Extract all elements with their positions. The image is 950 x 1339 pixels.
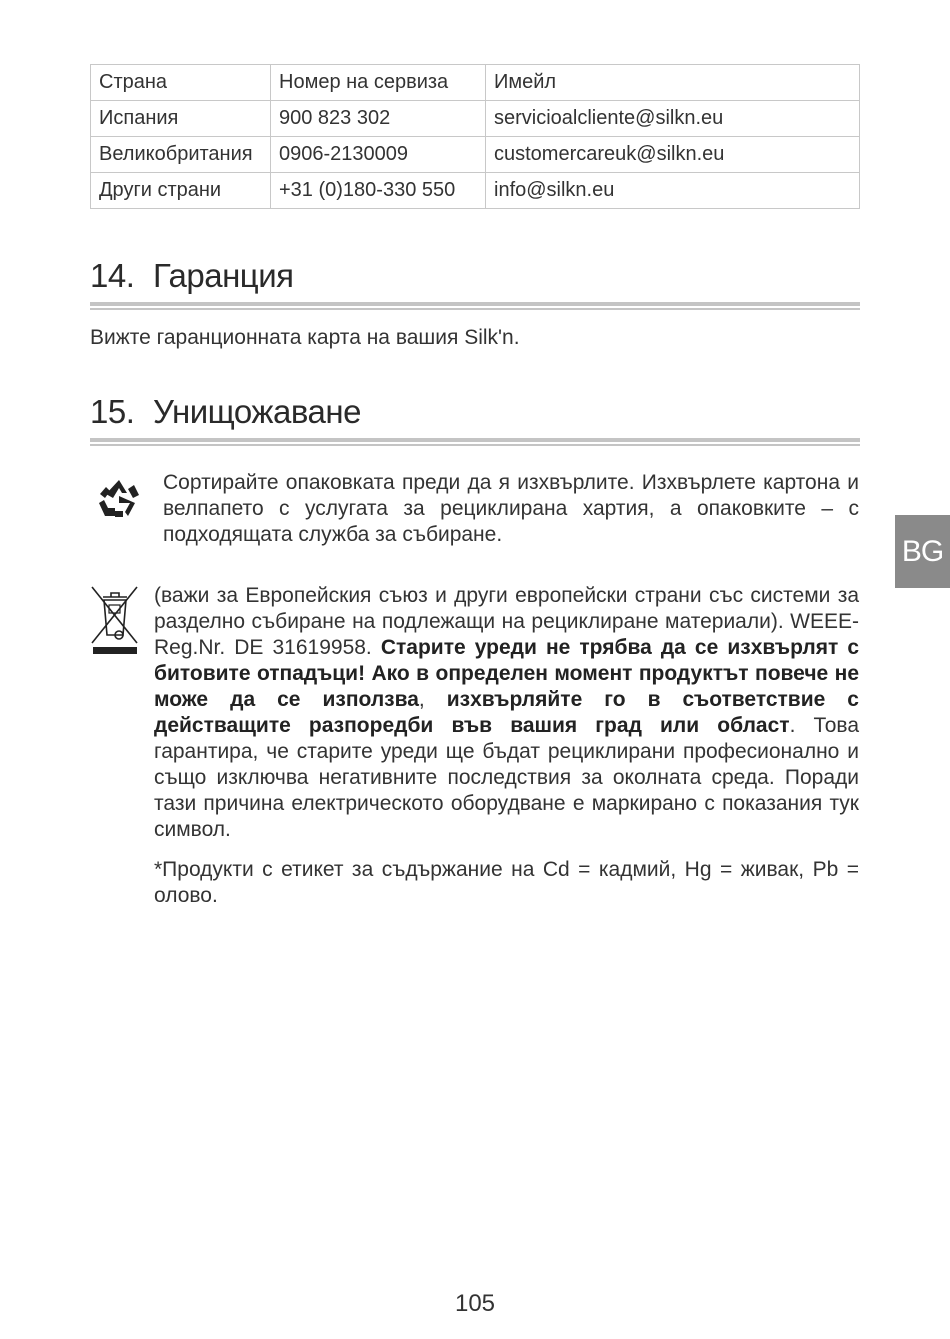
weee-intro: (важи за Европейския съюз и други европейски страни със системи за разделно събиране на подлежащи на рециклиране материали). WEEE-Reg.Nr. DE 31619958. — [154, 584, 859, 659]
weee-instruction-bold: изхвърляйте го в съответствие с действащите разпоредби във вашия град или област — [154, 688, 859, 737]
recycle-icon — [97, 477, 141, 521]
table-header-cell: Номер на сервиза — [271, 65, 486, 101]
weee-warning-bold: Старите уреди не трябва да се изхвърлят с битовите отпадъци! Ако в определен момент продуктът повече не може да се използва — [154, 636, 859, 711]
section-title: Гаранция — [153, 257, 294, 294]
service-contact-table — [90, 64, 860, 209]
table-cell-phone: +31 (0)180-330 550 — [271, 173, 486, 209]
table-row — [91, 173, 860, 209]
table-cell-country: Испания — [91, 101, 271, 137]
section-title: Унищожаване — [153, 393, 361, 430]
section-15-heading — [90, 393, 860, 431]
weee-disposal-text — [154, 583, 859, 843]
weee-explanation: . Това гарантира, че старите уреди ще бъдат рециклирани професионално и също изключва негативните последствия за околната среда. Поради тази причина електрическото оборудване е маркирано с показания тук символ. — [154, 714, 860, 841]
table-cell-phone: 900 823 302 — [271, 101, 486, 137]
table-cell-country: Други страни — [91, 173, 271, 209]
table-cell-phone: 0906-2130009 — [271, 137, 486, 173]
table-cell-country: Великобритания — [91, 137, 271, 173]
section-14-heading — [90, 257, 860, 295]
table-row — [91, 101, 860, 137]
section-number: 15. — [90, 393, 135, 430]
weee-comma: , — [418, 688, 447, 711]
section-number: 14. — [90, 257, 135, 294]
hazardous-substances-footnote: *Продукти с етикет за съдържание на Cd = кадмий, Hg = живак, Pb = олово. — [154, 858, 859, 907]
language-tab: BG — [895, 515, 950, 588]
table-header-cell: Имейл — [486, 65, 860, 101]
crossed-out-wheelie-bin-icon — [89, 585, 141, 657]
warranty-text: Вижте гаранционната карта на вашия Silk'n. — [90, 326, 520, 349]
table-header-cell: Страна — [91, 65, 271, 101]
section-divider — [90, 302, 860, 310]
recycle-instructions: Сортирайте опаковката преди да я изхвърлите. Изхвърлете картона и велпапето с услугата за рециклирана хартия, а опаковките – с подходящата служба за събиране. — [163, 471, 859, 546]
table-row — [91, 137, 860, 173]
table-cell-email: customercareuk@silkn.eu — [486, 137, 860, 173]
table-cell-email: info@silkn.eu — [486, 173, 860, 209]
page-number: 105 — [454, 1290, 496, 1317]
table-cell-email: servicioalcliente@silkn.eu — [486, 101, 860, 137]
table-header-row — [91, 65, 860, 101]
section-divider — [90, 438, 860, 446]
